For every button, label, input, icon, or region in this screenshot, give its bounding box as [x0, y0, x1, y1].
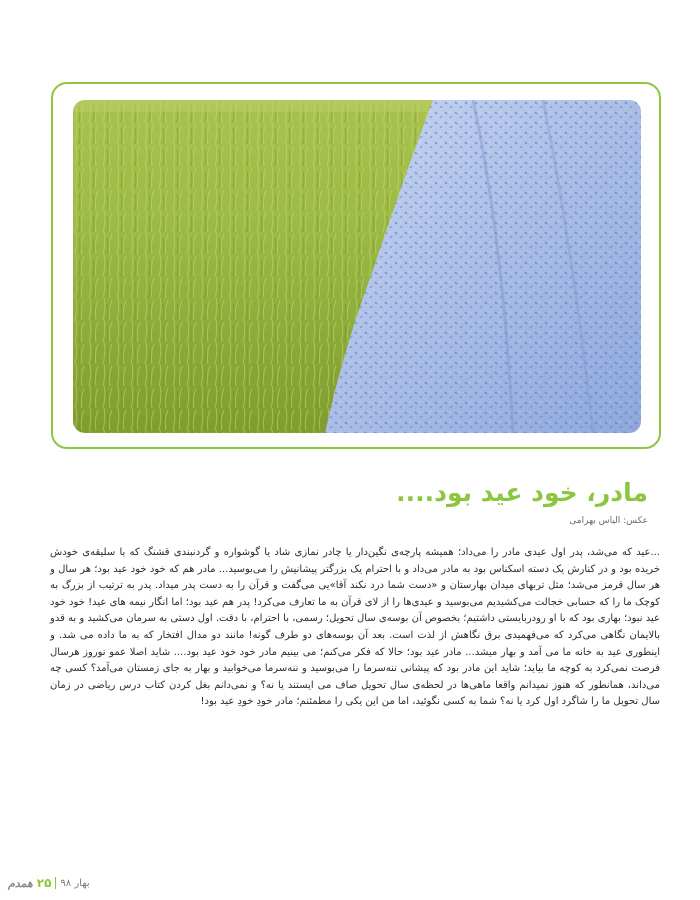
page-footer — [8, 876, 90, 890]
issue-season: بهار ۹۸ — [60, 877, 90, 889]
page-number: ۲۵ — [36, 876, 52, 890]
wheat-field-and-dress-image — [73, 100, 641, 433]
photo-frame — [51, 82, 661, 449]
article-photo — [73, 100, 641, 433]
magazine-logo: همدم — [8, 876, 33, 890]
article-title: مادر، خود عید بود.... — [396, 478, 648, 507]
photo-credit: عکس: الیاس بهرامی — [569, 516, 648, 526]
article-body: ...عید که می‌شد، پدر اول عیدی مادر را می‌داد؛ همیشه پارچه‌ی نگین‌دار یا چادر نمازی شاد یا گوشواره و گردنبندی قشنگ که با سلیقه‌ی خودش خریده بود و در کنارش یک دسته اسکناس بود به مادر می‌داد و با احترام یک بزرگتر پیشانیش را می‌بوسید... مادر هم که خود خود عید بود؛ هر سال و هر سال قرمز می‌شد؛ مثل تربهای میدان بهارستان و «دست شما درد نکند آقا»یی می‌گفت و قرآن را به دست پدر میداد. پدر به ترتیب از بزرگ به کوچک ما را که حسابی خجالت می‌کشیدیم می‌بوسید و عیدی‌ها را از لای قرآن به ما تعارف می‌کرد! پدر هم عید بود؛ اما انگار نیمه های عید! خود خود عید نبود؛ بهاری بود که با او رودربایستی داشتیم؛ بخصوص آن بوسه‌ی سال تحویل؛ رسمی، با احترام، با دقت. اول دستی به سرمان می‌کشید و به قدو بالایمان نگاهی می‌کرد که می‌فهمیدی برق نگاهش از لذت است. بعد آن بوسه‌های دو طرف گونه! مانند دو مدال افتخار که به ما داده می شد. و اینطوری عید به خانه ما می آمد و بهار میشد... مادر عید بود؛ حالا که فکر می‌کنم؛ می بینیم مادر خود خود عید بود.... شاید اصلا عمو نوروز هرسال فرصت نمی‌کرد به کوچه ما بیاید؛ شاید این مادر بود که پیشانی ننه‌سرما را می‌بوسید و ننه‌سرما می‌خوابید و بهار به جای زمستان می‌آمد؟ کسی چه می‌داند، همانطور که هنوز نمیدانم واقعا ماهی‌ها در لحظه‌ی سال تحویل صاف می ایستند یا نه؟ و نمی‌دانم بغل کردن کتاب درس ریاضی در زمان سال تحویل ما را شاگرد اول کرد یا نه؟ شما به کسی نگوئید، اما من این یکی را مطمئنم؛ مادر خودِ خودِ عید بود! — [50, 547, 660, 708]
footer-divider — [55, 877, 56, 889]
